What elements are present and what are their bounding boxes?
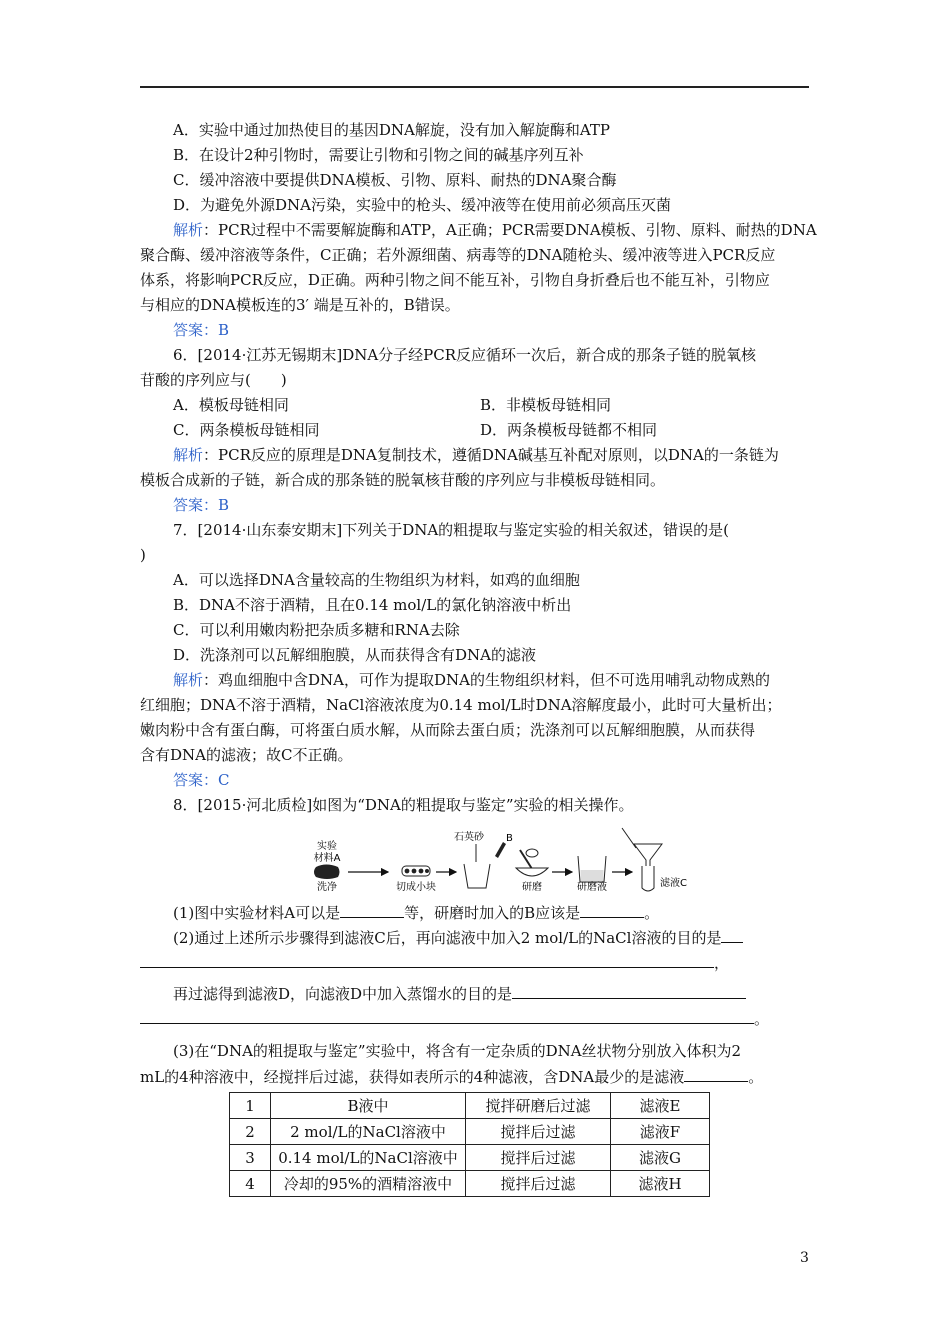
- q8-part2-blank-line: ，: [140, 950, 810, 975]
- glass-rod-icon: [622, 828, 636, 848]
- answer-blank[interactable]: [140, 1006, 754, 1024]
- answer-blank[interactable]: [580, 900, 644, 918]
- q6-option-c: C．两条模板母链相同: [173, 421, 320, 439]
- q7-analysis-line: 含有DNA的滤液；故C不正确。: [140, 746, 353, 764]
- answer-blank[interactable]: [721, 925, 743, 943]
- q5-analysis-line: 与相应的DNA模板连的3′ 端是互补的，B错误。: [140, 296, 460, 314]
- q6-option-d: D．两条模板母链都不相同: [480, 421, 658, 439]
- q5-option-b: B．在设计2种引物时，需要让引物和引物之间的碱基序列互补: [173, 146, 584, 164]
- header-rule: [140, 86, 809, 88]
- q7-answer: 答案：C: [173, 771, 230, 789]
- test-tube-icon: [642, 866, 654, 891]
- q5-option-d: D．为避免外源DNA污染，实验中的枪头、缓冲液等在使用前必须高压灭菌: [173, 196, 672, 214]
- table-cell: 1: [230, 1093, 271, 1119]
- dropper-icon: [495, 842, 506, 858]
- answer-blank[interactable]: [140, 950, 714, 968]
- funnel-icon: [634, 844, 662, 868]
- q5-analysis-line: 聚合酶、缓冲溶液等条件，C正确；若外源细菌、病毒等的DNA随枪头、缓冲液等进入PCR反应: [140, 246, 776, 264]
- q7-stem: 7．[2014·山东泰安期末]下列关于DNA的粗提取与鉴定实验的相关叙述，错误的是(: [173, 521, 730, 539]
- table-row: [230, 1171, 710, 1197]
- q6-answer: 答案：B: [173, 496, 230, 514]
- q8-part2: (2)通过上述所示步骤得到滤液C后，再向滤液中加入2 mol/L的NaCl溶液的目的是: [140, 925, 810, 950]
- liquid-label: 研磨液: [577, 882, 607, 893]
- table-cell: 滤液H: [611, 1171, 710, 1197]
- q7-stem: ): [140, 546, 146, 564]
- q5-option-a: A．实验中通过加热使目的基因DNA解旋，没有加入解旋酶和ATP: [173, 121, 610, 139]
- q8-part2-blank-line: 。: [140, 1006, 810, 1031]
- analysis-label: 解析: [173, 446, 204, 464]
- table-cell: 2 mol/L的NaCl溶液中: [271, 1119, 466, 1145]
- table-cell: 搅拌研磨后过滤: [466, 1093, 611, 1119]
- sand-label: 石英砂: [454, 832, 484, 843]
- table-cell: B液中: [271, 1093, 466, 1119]
- table-cell: 3: [230, 1145, 271, 1171]
- cut-label: 切成小块: [396, 882, 436, 893]
- experiment-figure: [140, 826, 810, 896]
- answer-blank[interactable]: [512, 981, 746, 999]
- q8-stem: 8．[2015·河北质检]如图为“DNA的粗提取与鉴定”实验的相关操作。: [173, 796, 634, 814]
- analysis-label: 解析: [173, 671, 204, 689]
- table-cell: 滤液G: [611, 1145, 710, 1171]
- material-label: 实验: [317, 841, 337, 852]
- q6-option-a: A．模板母链相同: [173, 396, 289, 414]
- wash-label: 洗净: [317, 882, 337, 893]
- q8-part3: mL的4种溶液中，经搅拌后过滤，获得如表所示的4种滤液，含DNA最少的是滤液 。: [140, 1064, 810, 1089]
- table-cell: 滤液F: [611, 1119, 710, 1145]
- grinding-bowl-icon: [516, 868, 548, 876]
- q5-analysis-line: 解析：PCR过程中不需要解旋酶和ATP，A正确；PCR需要DNA模板、引物、原料、耐热的DNA: [173, 221, 817, 239]
- table-cell: 2: [230, 1119, 271, 1145]
- filtrate-label: 滤液C: [660, 878, 687, 889]
- table-cell: 搅拌后过滤: [466, 1145, 611, 1171]
- b-label: B: [506, 833, 513, 844]
- filtrate-table: [229, 1092, 710, 1197]
- q6-stem: 6．[2014·江苏无锡期末]DNA分子经PCR反应循环一次后，新合成的那条子链的脱氧核: [173, 346, 757, 364]
- analysis-label: 解析: [173, 221, 204, 239]
- q6-options-row: [140, 418, 810, 443]
- q5-answer: 答案：B: [173, 321, 230, 339]
- table-row: [230, 1119, 710, 1145]
- answer-blank[interactable]: [684, 1064, 748, 1082]
- page-content: [140, 118, 817, 1197]
- tissue-icon: [314, 865, 340, 880]
- q5-option-c: C．缓冲溶液中要提供DNA模板、引物、原料、耐热的DNA聚合酶: [173, 171, 617, 189]
- q8-part2-cont: 再过滤得到滤液D，向滤液D中加入蒸馏水的目的是: [140, 981, 810, 1006]
- grind-label: 研磨: [522, 882, 542, 893]
- q8-part1: (1)图中实验材料A可以是 等，研磨时加入的B应该是 。: [140, 900, 810, 925]
- answer-blank[interactable]: [340, 900, 404, 918]
- q7-option-c: C．可以利用嫩肉粉把杂质多糖和RNA去除: [173, 621, 460, 639]
- q7-analysis-line: 嫩肉粉中含有蛋白酶，可将蛋白质水解，从而除去蛋白质；洗涤剂可以瓦解细胞膜，从而获得: [140, 721, 756, 739]
- q7-option-b: B．DNA不溶于酒精，且在0.14 mol/L的氯化钠溶液中析出: [173, 596, 572, 614]
- mortar-icon: [464, 864, 490, 888]
- q6-analysis-line: 模板合成新的子链，新合成的那条链的脱氧核苷酸的序列应与非模板母链相同。: [140, 471, 666, 489]
- beaker-liquid-icon: [581, 870, 604, 881]
- q7-analysis-line: 解析：鸡血细胞中含DNA，可作为提取DNA的生物组织材料，但不可选用哺乳动物成熟的: [173, 671, 770, 689]
- table-row: [230, 1093, 710, 1119]
- table-cell: 滤液E: [611, 1093, 710, 1119]
- pestle-top-icon: [526, 849, 538, 857]
- table-cell: 0.14 mol/L的NaCl溶液中: [271, 1145, 466, 1171]
- table-row: [230, 1145, 710, 1171]
- q7-analysis-line: 红细胞；DNA不溶于酒精，NaCl溶液浓度为0.14 mol/L时DNA溶解度最小，此时可大量析出；: [140, 696, 782, 714]
- q7-option-a: A．可以选择DNA含量较高的生物组织为材料，如鸡的血细胞: [173, 571, 580, 589]
- q6-analysis-line: 解析：PCR反应的原理是DNA复制技术，遵循DNA碱基互补配对原则，以DNA的一条链为: [173, 446, 779, 464]
- q5-analysis-line: 体系，将影响PCR反应，D正确。两种引物之间不能互补，引物自身折叠后也不能互补，引物应: [140, 271, 770, 289]
- table-cell: 冷却的95%的酒精溶液中: [271, 1171, 466, 1197]
- page-number: 3: [800, 1250, 809, 1266]
- material-label: 材料A: [313, 853, 341, 864]
- q8-part3: (3)在“DNA的粗提取与鉴定”实验中，将含有一定杂质的DNA丝状物分别放入体积为2: [173, 1042, 742, 1060]
- q6-options-row: [140, 393, 810, 418]
- table-cell: 4: [230, 1171, 271, 1197]
- cut-pieces-icon: [402, 866, 430, 876]
- table-cell: 搅拌后过滤: [466, 1119, 611, 1145]
- procedure-diagram: [140, 826, 810, 896]
- q6-option-b: B．非模板母链相同: [480, 396, 612, 414]
- q7-option-d: D．洗涤剂可以瓦解细胞膜，从而获得含有DNA的滤液: [173, 646, 537, 664]
- table-cell: 搅拌后过滤: [466, 1171, 611, 1197]
- q6-stem: 苷酸的序列应与( ): [140, 371, 287, 389]
